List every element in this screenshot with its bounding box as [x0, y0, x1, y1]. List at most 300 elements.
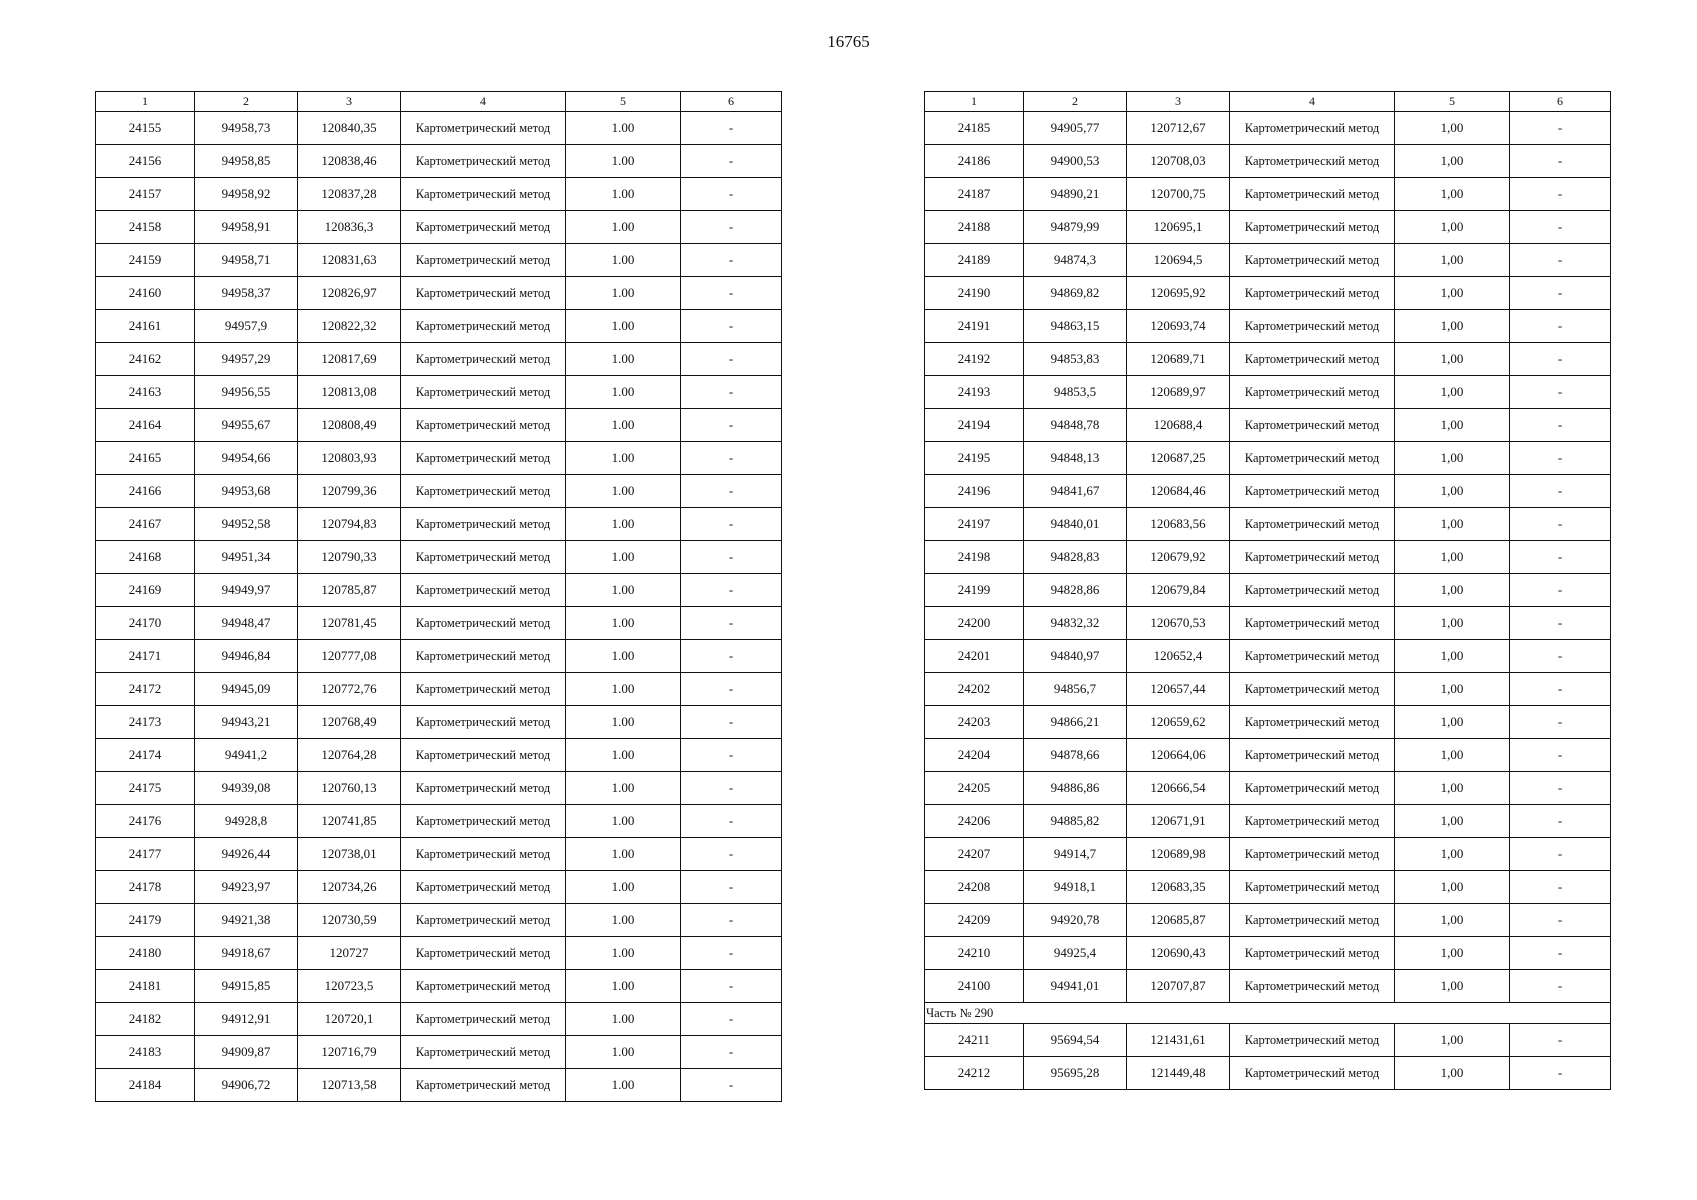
accuracy-cell: 1,00	[1395, 376, 1510, 409]
x-coordinate-cell: 94905,77	[1024, 112, 1127, 145]
x-coordinate-cell: 94921,38	[195, 904, 298, 937]
table-row	[96, 805, 782, 838]
method-cell: Картометрический метод	[401, 1003, 566, 1036]
note-cell: -	[681, 244, 782, 277]
table-row	[96, 838, 782, 871]
x-coordinate-cell: 94832,32	[1024, 607, 1127, 640]
method-cell: Картометрический метод	[1230, 607, 1395, 640]
y-coordinate-cell: 120707,87	[1127, 970, 1230, 1003]
y-coordinate-cell: 120772,76	[298, 673, 401, 706]
note-cell: -	[1510, 475, 1611, 508]
note-cell: -	[681, 541, 782, 574]
x-coordinate-cell: 94909,87	[195, 1036, 298, 1069]
x-coordinate-cell: 94918,67	[195, 937, 298, 970]
point-number-cell: 24210	[925, 937, 1024, 970]
point-number-cell: 24180	[96, 937, 195, 970]
point-number-cell: 24178	[96, 871, 195, 904]
point-number-cell: 24201	[925, 640, 1024, 673]
table-row	[925, 574, 1611, 607]
point-number-cell: 24205	[925, 772, 1024, 805]
page-number: 16765	[827, 32, 870, 51]
y-coordinate-cell: 120664,06	[1127, 739, 1230, 772]
table-row	[96, 541, 782, 574]
note-cell: -	[681, 178, 782, 211]
method-cell: Картометрический метод	[1230, 277, 1395, 310]
column-header: 2	[1024, 92, 1127, 112]
point-number-cell: 24188	[925, 211, 1024, 244]
accuracy-cell: 1,00	[1395, 673, 1510, 706]
y-coordinate-cell: 120826,97	[298, 277, 401, 310]
accuracy-cell: 1.00	[566, 838, 681, 871]
note-cell: -	[1510, 937, 1611, 970]
accuracy-cell: 1,00	[1395, 574, 1510, 607]
table-row	[96, 409, 782, 442]
x-coordinate-cell: 94863,15	[1024, 310, 1127, 343]
y-coordinate-cell: 120712,67	[1127, 112, 1230, 145]
x-coordinate-cell: 94848,78	[1024, 409, 1127, 442]
table-row	[925, 970, 1611, 1003]
table-row	[925, 409, 1611, 442]
x-coordinate-cell: 94848,13	[1024, 442, 1127, 475]
y-coordinate-cell: 120716,79	[298, 1036, 401, 1069]
table-row	[925, 739, 1611, 772]
y-coordinate-cell: 120679,84	[1127, 574, 1230, 607]
point-number-cell: 24183	[96, 1036, 195, 1069]
x-coordinate-cell: 95694,54	[1024, 1024, 1127, 1057]
table-row	[925, 112, 1611, 145]
method-cell: Картометрический метод	[1230, 508, 1395, 541]
method-cell: Картометрический метод	[401, 112, 566, 145]
table-row	[925, 376, 1611, 409]
accuracy-cell: 1,00	[1395, 772, 1510, 805]
table-row	[925, 310, 1611, 343]
y-coordinate-cell: 120671,91	[1127, 805, 1230, 838]
table-header-row	[96, 92, 782, 112]
point-number-cell: 24181	[96, 970, 195, 1003]
table-row	[96, 277, 782, 310]
table-row	[925, 541, 1611, 574]
note-cell: -	[681, 343, 782, 376]
table-row	[925, 475, 1611, 508]
note-cell: -	[681, 706, 782, 739]
accuracy-cell: 1.00	[566, 904, 681, 937]
y-coordinate-cell: 120720,1	[298, 1003, 401, 1036]
y-coordinate-cell: 120695,92	[1127, 277, 1230, 310]
y-coordinate-cell: 120689,97	[1127, 376, 1230, 409]
point-number-cell: 24189	[925, 244, 1024, 277]
method-cell: Картометрический метод	[1230, 673, 1395, 706]
y-coordinate-cell: 120730,59	[298, 904, 401, 937]
y-coordinate-cell: 120741,85	[298, 805, 401, 838]
accuracy-cell: 1.00	[566, 376, 681, 409]
method-cell: Картометрический метод	[401, 838, 566, 871]
method-cell: Картометрический метод	[1230, 442, 1395, 475]
note-cell: -	[681, 607, 782, 640]
note-cell: -	[681, 508, 782, 541]
method-cell: Картометрический метод	[1230, 145, 1395, 178]
y-coordinate-cell: 120831,63	[298, 244, 401, 277]
note-cell: -	[681, 1036, 782, 1069]
point-number-cell: 24160	[96, 277, 195, 310]
point-number-cell: 24165	[96, 442, 195, 475]
accuracy-cell: 1,00	[1395, 904, 1510, 937]
point-number-cell: 24177	[96, 838, 195, 871]
point-number-cell: 24198	[925, 541, 1024, 574]
point-number-cell: 24163	[96, 376, 195, 409]
table-row	[96, 640, 782, 673]
note-cell: -	[681, 1003, 782, 1036]
accuracy-cell: 1,00	[1395, 409, 1510, 442]
table-row	[96, 904, 782, 937]
accuracy-cell: 1.00	[566, 607, 681, 640]
x-coordinate-cell: 94952,58	[195, 508, 298, 541]
y-coordinate-cell: 120727	[298, 937, 401, 970]
x-coordinate-cell: 94840,97	[1024, 640, 1127, 673]
accuracy-cell: 1,00	[1395, 508, 1510, 541]
accuracy-cell: 1,00	[1395, 607, 1510, 640]
point-number-cell: 24182	[96, 1003, 195, 1036]
table-row	[925, 1024, 1611, 1057]
table-row	[925, 211, 1611, 244]
column-header: 5	[1395, 92, 1510, 112]
table-row	[925, 607, 1611, 640]
y-coordinate-cell: 120659,62	[1127, 706, 1230, 739]
column-header: 1	[96, 92, 195, 112]
point-number-cell: 24179	[96, 904, 195, 937]
table-row	[925, 244, 1611, 277]
column-header: 6	[681, 92, 782, 112]
method-cell: Картометрический метод	[1230, 937, 1395, 970]
note-cell: -	[1510, 904, 1611, 937]
y-coordinate-cell: 120679,92	[1127, 541, 1230, 574]
accuracy-cell: 1.00	[566, 277, 681, 310]
table-row	[925, 772, 1611, 805]
note-cell: -	[681, 805, 782, 838]
point-number-cell: 24164	[96, 409, 195, 442]
y-coordinate-cell: 120708,03	[1127, 145, 1230, 178]
point-number-cell: 24207	[925, 838, 1024, 871]
right-coordinates-table	[924, 91, 1611, 1090]
method-cell: Картометрический метод	[401, 541, 566, 574]
y-coordinate-cell: 120690,43	[1127, 937, 1230, 970]
x-coordinate-cell: 94949,97	[195, 574, 298, 607]
x-coordinate-cell: 94920,78	[1024, 904, 1127, 937]
method-cell: Картометрический метод	[1230, 178, 1395, 211]
accuracy-cell: 1.00	[566, 574, 681, 607]
y-coordinate-cell: 120840,35	[298, 112, 401, 145]
method-cell: Картометрический метод	[401, 805, 566, 838]
y-coordinate-cell: 120688,4	[1127, 409, 1230, 442]
method-cell: Картометрический метод	[401, 739, 566, 772]
note-cell: -	[681, 475, 782, 508]
table-row	[96, 442, 782, 475]
y-coordinate-cell: 120808,49	[298, 409, 401, 442]
x-coordinate-cell: 94900,53	[1024, 145, 1127, 178]
table-row	[96, 178, 782, 211]
note-cell: -	[1510, 376, 1611, 409]
table-row	[925, 442, 1611, 475]
method-cell: Картометрический метод	[401, 376, 566, 409]
table-row	[96, 145, 782, 178]
accuracy-cell: 1,00	[1395, 805, 1510, 838]
y-coordinate-cell: 121449,48	[1127, 1057, 1230, 1090]
y-coordinate-cell: 120689,98	[1127, 838, 1230, 871]
method-cell: Картометрический метод	[1230, 475, 1395, 508]
note-cell: -	[681, 145, 782, 178]
accuracy-cell: 1.00	[566, 1003, 681, 1036]
accuracy-cell: 1.00	[566, 145, 681, 178]
table-row	[96, 1003, 782, 1036]
x-coordinate-cell: 94941,2	[195, 739, 298, 772]
point-number-cell: 24185	[925, 112, 1024, 145]
point-number-cell: 24159	[96, 244, 195, 277]
method-cell: Картометрический метод	[1230, 574, 1395, 607]
x-coordinate-cell: 94953,68	[195, 475, 298, 508]
point-number-cell: 24176	[96, 805, 195, 838]
y-coordinate-cell: 120838,46	[298, 145, 401, 178]
table-row	[925, 343, 1611, 376]
note-cell: -	[681, 442, 782, 475]
point-number-cell: 24173	[96, 706, 195, 739]
accuracy-cell: 1,00	[1395, 475, 1510, 508]
method-cell: Картометрический метод	[1230, 541, 1395, 574]
table-row	[925, 1057, 1611, 1090]
note-cell: -	[681, 970, 782, 1003]
y-coordinate-cell: 120764,28	[298, 739, 401, 772]
x-coordinate-cell: 94912,91	[195, 1003, 298, 1036]
note-cell: -	[681, 673, 782, 706]
y-coordinate-cell: 120794,83	[298, 508, 401, 541]
table-row	[925, 145, 1611, 178]
x-coordinate-cell: 95695,28	[1024, 1057, 1127, 1090]
y-coordinate-cell: 120790,33	[298, 541, 401, 574]
point-number-cell: 24200	[925, 607, 1024, 640]
method-cell: Картометрический метод	[401, 607, 566, 640]
accuracy-cell: 1.00	[566, 508, 681, 541]
x-coordinate-cell: 94915,85	[195, 970, 298, 1003]
point-number-cell: 24171	[96, 640, 195, 673]
note-cell: -	[1510, 145, 1611, 178]
note-cell: -	[1510, 310, 1611, 343]
note-cell: -	[681, 904, 782, 937]
x-coordinate-cell: 94869,82	[1024, 277, 1127, 310]
x-coordinate-cell: 94853,83	[1024, 343, 1127, 376]
method-cell: Картометрический метод	[1230, 772, 1395, 805]
accuracy-cell: 1.00	[566, 640, 681, 673]
table-row	[96, 739, 782, 772]
x-coordinate-cell: 94948,47	[195, 607, 298, 640]
method-cell: Картометрический метод	[401, 277, 566, 310]
note-cell: -	[1510, 508, 1611, 541]
point-number-cell: 24175	[96, 772, 195, 805]
method-cell: Картометрический метод	[401, 904, 566, 937]
note-cell: -	[1510, 673, 1611, 706]
x-coordinate-cell: 94828,83	[1024, 541, 1127, 574]
table-row	[925, 805, 1611, 838]
y-coordinate-cell: 120723,5	[298, 970, 401, 1003]
accuracy-cell: 1.00	[566, 178, 681, 211]
x-coordinate-cell: 94945,09	[195, 673, 298, 706]
note-cell: -	[1510, 112, 1611, 145]
x-coordinate-cell: 94955,67	[195, 409, 298, 442]
point-number-cell: 24158	[96, 211, 195, 244]
x-coordinate-cell: 94841,67	[1024, 475, 1127, 508]
y-coordinate-cell: 120695,1	[1127, 211, 1230, 244]
left-table-body	[96, 112, 782, 1102]
accuracy-cell: 1,00	[1395, 640, 1510, 673]
y-coordinate-cell: 120781,45	[298, 607, 401, 640]
y-coordinate-cell: 120768,49	[298, 706, 401, 739]
accuracy-cell: 1,00	[1395, 541, 1510, 574]
accuracy-cell: 1.00	[566, 343, 681, 376]
note-cell: -	[1510, 409, 1611, 442]
point-number-cell: 24196	[925, 475, 1024, 508]
y-coordinate-cell: 120822,32	[298, 310, 401, 343]
point-number-cell: 24192	[925, 343, 1024, 376]
point-number-cell: 24184	[96, 1069, 195, 1102]
note-cell: -	[1510, 640, 1611, 673]
table-row	[96, 673, 782, 706]
method-cell: Картометрический метод	[401, 145, 566, 178]
column-header: 1	[925, 92, 1024, 112]
point-number-cell: 24166	[96, 475, 195, 508]
method-cell: Картометрический метод	[401, 442, 566, 475]
x-coordinate-cell: 94941,01	[1024, 970, 1127, 1003]
x-coordinate-cell: 94853,5	[1024, 376, 1127, 409]
table-row	[96, 211, 782, 244]
note-cell: -	[681, 310, 782, 343]
accuracy-cell: 1.00	[566, 475, 681, 508]
x-coordinate-cell: 94906,72	[195, 1069, 298, 1102]
note-cell: -	[681, 376, 782, 409]
x-coordinate-cell: 94958,37	[195, 277, 298, 310]
table-row	[96, 772, 782, 805]
note-cell: -	[681, 937, 782, 970]
x-coordinate-cell: 94958,91	[195, 211, 298, 244]
point-number-cell: 24199	[925, 574, 1024, 607]
method-cell: Картометрический метод	[1230, 871, 1395, 904]
y-coordinate-cell: 120683,35	[1127, 871, 1230, 904]
point-number-cell: 24169	[96, 574, 195, 607]
note-cell: -	[1510, 838, 1611, 871]
x-coordinate-cell: 94954,66	[195, 442, 298, 475]
note-cell: -	[681, 574, 782, 607]
accuracy-cell: 1,00	[1395, 838, 1510, 871]
y-coordinate-cell: 120713,58	[298, 1069, 401, 1102]
method-cell: Картометрический метод	[401, 871, 566, 904]
note-cell: -	[681, 277, 782, 310]
accuracy-cell: 1.00	[566, 772, 681, 805]
x-coordinate-cell: 94840,01	[1024, 508, 1127, 541]
point-number-cell: 24161	[96, 310, 195, 343]
table-row	[96, 376, 782, 409]
method-cell: Картометрический метод	[401, 640, 566, 673]
point-number-cell: 24172	[96, 673, 195, 706]
method-cell: Картометрический метод	[1230, 409, 1395, 442]
note-cell: -	[1510, 574, 1611, 607]
note-cell: -	[681, 409, 782, 442]
note-cell: -	[1510, 607, 1611, 640]
accuracy-cell: 1.00	[566, 706, 681, 739]
accuracy-cell: 1.00	[566, 244, 681, 277]
method-cell: Картометрический метод	[1230, 376, 1395, 409]
method-cell: Картометрический метод	[401, 178, 566, 211]
method-cell: Картометрический метод	[1230, 112, 1395, 145]
note-cell: -	[1510, 871, 1611, 904]
point-number-cell: 24170	[96, 607, 195, 640]
point-number-cell: 24157	[96, 178, 195, 211]
accuracy-cell: 1.00	[566, 739, 681, 772]
note-cell: -	[1510, 970, 1611, 1003]
point-number-cell: 24202	[925, 673, 1024, 706]
table-row	[96, 937, 782, 970]
y-coordinate-cell: 120837,28	[298, 178, 401, 211]
table-row	[96, 706, 782, 739]
y-coordinate-cell: 120738,01	[298, 838, 401, 871]
table-row	[96, 343, 782, 376]
y-coordinate-cell: 120657,44	[1127, 673, 1230, 706]
y-coordinate-cell: 120666,54	[1127, 772, 1230, 805]
table-row	[925, 277, 1611, 310]
accuracy-cell: 1,00	[1395, 310, 1510, 343]
point-number-cell: 24197	[925, 508, 1024, 541]
x-coordinate-cell: 94958,73	[195, 112, 298, 145]
method-cell: Картометрический метод	[401, 244, 566, 277]
table-row	[96, 1036, 782, 1069]
x-coordinate-cell: 94957,9	[195, 310, 298, 343]
accuracy-cell: 1.00	[566, 211, 681, 244]
accuracy-cell: 1.00	[566, 1069, 681, 1102]
accuracy-cell: 1,00	[1395, 244, 1510, 277]
table-row	[96, 871, 782, 904]
method-cell: Картометрический метод	[401, 673, 566, 706]
table-row	[96, 244, 782, 277]
point-number-cell: 24204	[925, 739, 1024, 772]
table-row	[925, 838, 1611, 871]
table-row	[96, 310, 782, 343]
x-coordinate-cell: 94956,55	[195, 376, 298, 409]
method-cell: Картометрический метод	[401, 508, 566, 541]
x-coordinate-cell: 94886,86	[1024, 772, 1127, 805]
column-header: 4	[401, 92, 566, 112]
method-cell: Картометрический метод	[401, 409, 566, 442]
table-row	[96, 508, 782, 541]
note-cell: -	[1510, 178, 1611, 211]
table-row	[925, 937, 1611, 970]
accuracy-cell: 1.00	[566, 442, 681, 475]
accuracy-cell: 1,00	[1395, 739, 1510, 772]
note-cell: -	[1510, 442, 1611, 475]
accuracy-cell: 1.00	[566, 310, 681, 343]
x-coordinate-cell: 94958,92	[195, 178, 298, 211]
y-coordinate-cell: 120813,08	[298, 376, 401, 409]
x-coordinate-cell: 94925,4	[1024, 937, 1127, 970]
point-number-cell: 24167	[96, 508, 195, 541]
section-row-group	[925, 1003, 1611, 1024]
table-row	[925, 871, 1611, 904]
accuracy-cell: 1,00	[1395, 442, 1510, 475]
x-coordinate-cell: 94928,8	[195, 805, 298, 838]
point-number-cell: 24187	[925, 178, 1024, 211]
point-number-cell: 24186	[925, 145, 1024, 178]
note-cell: -	[681, 871, 782, 904]
note-cell: -	[1510, 1024, 1611, 1057]
note-cell: -	[1510, 343, 1611, 376]
point-number-cell: 24206	[925, 805, 1024, 838]
table-row	[96, 475, 782, 508]
column-header: 4	[1230, 92, 1395, 112]
x-coordinate-cell: 94914,7	[1024, 838, 1127, 871]
